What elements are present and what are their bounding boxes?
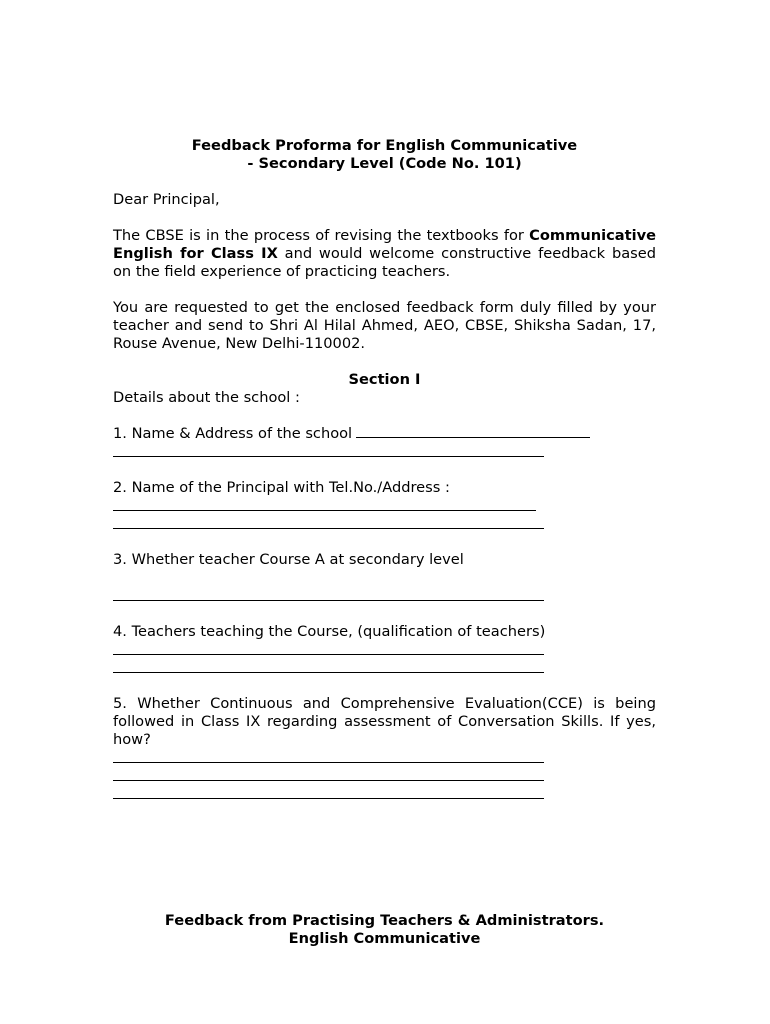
intro-paragraph [113, 227, 656, 281]
answer-line-row[interactable] [113, 587, 656, 605]
question-1 [113, 425, 656, 443]
answer-line-row[interactable] [113, 749, 656, 767]
section-heading: Section I [348, 371, 421, 388]
answer-line-row[interactable] [113, 443, 656, 461]
answer-line-row[interactable] [113, 785, 656, 803]
request-paragraph: You are requested to get the enclosed feedback form duly filled by your teacher and send to Shri Al Hilal Ahmed, AEO, CBSE, Shiksha Sadan, 17, Rouse Avenue, New Delhi-110002. [113, 299, 656, 352]
answer-line[interactable] [113, 600, 544, 601]
answer-line[interactable] [113, 510, 536, 511]
answer-line-row[interactable] [113, 659, 656, 677]
title-line-2: - Secondary Level (Code No. 101) [247, 155, 522, 172]
answer-line-row[interactable] [113, 515, 656, 533]
salutation: Dear Principal, [113, 191, 220, 208]
footer-heading [113, 912, 656, 948]
intro-text-b: and would welcome constructive feedback based on the field experience of practicing teachers. [113, 245, 656, 280]
answer-line[interactable] [113, 672, 544, 673]
answer-line[interactable] [113, 654, 544, 655]
footer-line-2: English Communicative [288, 930, 481, 947]
title-line-1: Feedback Proforma for English Communicative [191, 137, 578, 154]
question-5: 5. Whether Continuous and Comprehensive Evaluation(CCE) is being followed in Class IX regarding assessment of Conversation Skills. If yes, how? [113, 695, 656, 748]
answer-line-row[interactable] [113, 641, 656, 659]
answer-line[interactable] [113, 780, 544, 781]
question-3: 3. Whether teacher Course A at secondary level [113, 551, 464, 568]
section-intro: Details about the school : [113, 389, 300, 406]
footer-line-1: Feedback from Practising Teachers & Administrators. [164, 912, 605, 929]
answer-line-row[interactable] [113, 497, 656, 515]
document-body [113, 137, 656, 803]
answer-line[interactable] [113, 528, 544, 529]
answer-line[interactable] [113, 456, 544, 457]
answer-line-inline[interactable] [356, 437, 590, 438]
answer-line[interactable] [113, 762, 544, 763]
answer-line[interactable] [113, 798, 544, 799]
intro-text-a: The CBSE is in the process of revising the textbooks for [113, 227, 524, 244]
question-2: 2. Name of the Principal with Tel.No./Address : [113, 479, 450, 496]
question-4: 4. Teachers teaching the Course, (qualification of teachers) [113, 623, 546, 640]
question-1-label: 1. Name & Address of the school [113, 425, 353, 442]
answer-line-row[interactable] [113, 767, 656, 785]
intro-bold-course: Communicative English for Class IX [113, 227, 656, 262]
